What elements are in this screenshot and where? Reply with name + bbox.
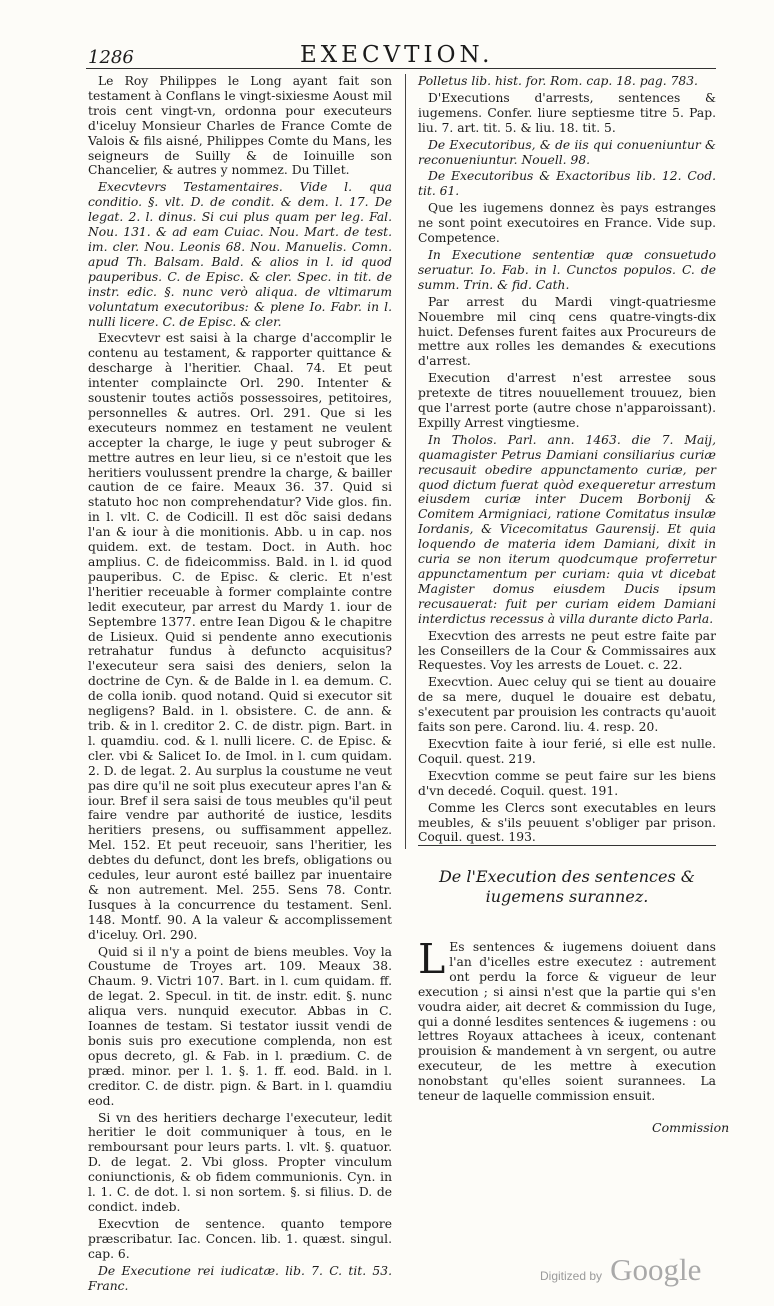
section-body-text: Es sentences & iugemens doiuent dans l'an d'icelles estre executez : autrement ont perdu la force & vigueur de leur execution ; si ainsi n'est que la partie qui s'en voudra aider, ait decret & commission du Iuge, qui a donné lesdites sentences & iugemens : ou lettres Royaux attachees à iceux, contenant prouision & mandement à vn sergent, ou autre executeur, de les mettre à execution nonobstant qu'elles soient surannees. La teneur de laquelle commission ensuit. <box>418 940 716 1104</box>
paragraph: De Executoribus, & de iis qui conueniuntur & reconueniuntur. Nouell. 98. <box>418 137 716 167</box>
page-number: 1286 <box>88 47 134 68</box>
running-title: EXECVTION. <box>300 42 494 68</box>
paragraph: Comme les Clercs sont executables en leurs meubles, & s'ils peuuent s'obliger par prison. Coquil. quest. 193. <box>418 800 716 845</box>
paragraph: In Tholos. Parl. ann. 1463. die 7. Maij, quamagister Petrus Damiani consiliarius curiæ recusauit obedire appunctamento curiæ, per quod dictum fuerat quòd exequeretur arrestum eiusdem curiæ inter Ducem Borbonij & Comitem Armigniaci, ratione Comitatus insulæ Iordanis, & Vicecomitatus Gaurensij. Et quia loquendo de materia idem Damiani, dixit in curia se non iterum quodcumque proferretur appunctamentum per curiam: quia vt dicebat Magister domus eiusdem Ducis ipsum recusauerat: fuit per curiam eidem Damiani interdictus recessus à villa durante dicto Parla. <box>418 432 716 626</box>
paragraph: In Executione sententiæ quæ consuetudo seruatur. Io. Fab. in l. Cunctos populos. C. de summ. Trin. & fid. Cath. <box>418 247 716 292</box>
paragraph: De Executione rei iudicatæ. lib. 7. C. tit. 53. Franc. <box>88 1263 392 1293</box>
paragraph: Que les iugemens donnez ès pays estranges ne sont point executoires en France. Vide sup. Competence. <box>418 201 716 246</box>
paragraph: Si vn des heritiers decharge l'executeur, ledit heritier le doit communiquer à tous, en le remboursant pour leurs parts. l. vlt. §. quatuor. D. de legat. 2. Vbi gloss. Propter vinculum coniunctionis, & ob fidem communionis. Cyn. in l. 1. C. de dot. l. si non sortem. §. si filius. D. de condict. indeb. <box>88 1110 392 1214</box>
section-body <box>418 935 716 1104</box>
catchword: Commission <box>652 1120 730 1135</box>
header-rule <box>86 68 716 69</box>
paragraph: Execution d'arrest n'est arrestee sous pretexte de titres nouuellement trouuez, bien que l'arrest porte (autre chose n'apparoissant). Expilly Arrest vingtiesme. <box>418 371 716 430</box>
paragraph: Le Roy Philippes le Long ayant fait son testament à Conflans le vingt-sixiesme Aoust mil trois cent vingt-vn, ordonna pour executeurs d'iceluy Monsieur Charles de France Comte de Valois & fils aisné, Philippes Comte du Mans, les seigneurs de Suilly & de Ioinuille son Chancelier, & autres y nommez. Du Tillet. <box>88 74 392 178</box>
google-logo: Google <box>610 1252 702 1287</box>
paragraph: Quid si il n'y a point de biens meubles. Voy la Coustume de Troyes art. 109. Meaux 38. Chaum. 9. Victri 107. Bart. in l. cum quidam. ff. de legat. 2. Specul. in tit. de instr. edit. §. nunc aliqua vers. nunquid executor. Abbas in C. Ioannes de testam. Si testator iussit vendi de bonis suis pro executione complenda, non est opus decreto, gl. & Fab. in l. prædium. C. de præd. minor. per l. 1. §. 1. ff. eod. Bald. in l. creditor. C. de distr. pign. & Bart. in l. quamdiu eod. <box>88 944 392 1108</box>
paragraph: Execvtion de sentence. quanto tempore præscribatur. Iac. Concen. lib. 1. quæst. singul. cap. 6. <box>88 1216 392 1261</box>
section-heading: De l'Execution des sentences & iugemens surannez. <box>438 867 696 906</box>
paragraph: Execvtion faite à iour ferié, si elle est nulle. Coquil. quest. 219. <box>418 736 716 766</box>
paragraph: Execvtevr est saisi à la charge d'accomplir le contenu au testament, & rapporter quittance & descharge à l'heritier. Chaal. 74. Et peut intenter complaincte Orl. 290. Intenter & soustenir toutes actiõs possessoires, petitoires, personnelles & autres. Orl. 291. Que si les executeurs nommez en testament ne veulent accepter la charge, le iuge y peut subroger & mettre autres en leur lieu, si ce n'estoit que les heritiers voulussent prendre la charge, & bailler caution de ce faire. Meaux 36. 37. Quid si statuto hoc non comprehendatur? Vide glos. fin. in l. vlt. C. de Codicill. Il est dõc saisi dedans l'an & iour à die monitionis. Abb. u in cap. nos quidem. ext. de testam. Doct. in Auth. hoc amplius. C. de fideicommiss. Bald. in l. id quod pauperibus. C. de Episc. & cleric. Et n'est l'heritier receuable à former complainte contre ledit executeur, par arrest du Mardy 1. iour de Septembre 1377. entre Iean Digou & le chapitre de Lisieux. Quid si pendente anno executionis retrahatur fundus à defuncto acquisitus? l'executeur sera saisi des deniers, selon la doctrine de Cyn. & de Balde in l. ea demum. C. de colla ionib. quod notand. Quid si executor sit negligens? Bald. in l. obsistere. C. de ann. & trib. & in l. creditor 2. C. de distr. pign. Bart. in l. quamdiu. cod. & l. nulli licere. C. de Episc. & cler. vbi & Salicet Io. de Imol. in l. cum quidam. 2. D. de legat. 2. Au surplus la coustume ne veut pas dire qu'il ne soit plus executeur apres l'an & iour. Bref il sera saisi de tous meubles qu'il peut faire vendre par authorité de iustice, lesdits heritiers presens, ou suffisamment appellez. Mel. 152. Et peut receuoir, sans l'heritier, les debtes du defunct, dont les brefs, obligations ou cedules, leur auront esté baillez par inuentaire & non autrement. Mel. 255. Sens 78. Contr. Iusques à la concurrence du testament. Senl. 148. Montf. 90. A la valeur & accomplissement d'iceluy. Orl. 290. <box>88 331 392 942</box>
paragraph: Execvtion. Auec celuy qui se tient au douaire de sa mere, duquel le douaire est debatu, s'executent par prouision les contracts qu'auoit faits son pere. Carond. liu. 4. resp. 20. <box>418 675 716 735</box>
right-column <box>418 74 716 847</box>
section-rule <box>418 845 716 846</box>
paragraph: De Executoribus & Exactoribus lib. 12. Cod. tit. 61. <box>418 169 716 199</box>
left-column <box>88 74 392 1295</box>
digitized-watermark <box>540 1252 701 1288</box>
paragraph: Execvtion des arrests ne peut estre faite par les Conseillers de la Cour & Commissaires aux Requestes. Voy les arrests de Louet. c. 22. <box>418 628 716 673</box>
column-divider <box>405 74 406 849</box>
digitized-by-label: Digitized by <box>540 1269 603 1283</box>
paragraph: Par arrest du Mardi vingt-quatriesme Nouembre mil cinq cens quatre-vingts-dix huict. Defenses furent faites aux Procureurs de mettre aux rolles les demandes & executions d'arrest. <box>418 294 716 369</box>
paragraph: Execvtevrs Testamentaires. Vide l. qua conditio. §. vlt. D. de condit. & dem. l. 17. De legat. 2. l. dinus. Si cui plus quam per leg. Fal. Nou. 131. & ad eam Cuiac. Nou. Mart. de test. im. cler. Nou. Leonis 68. Nou. Manuelis. Comn. apud Th. Balsam. Bald. & alios in l. id quod pauperibus. C. de Episc. & cler. Spec. in tit. de instr. edic. §. nunc verò aliqua. de vltimarum voluntatum executoribus: & plene Io. Fabr. in l. nulli licere. C. de Episc. & cler. <box>88 180 392 329</box>
paragraph: Execvtion comme se peut faire sur les biens d'vn decedé. Coquil. quest. 191. <box>418 768 716 798</box>
paragraph: Polletus lib. hist. for. Rom. cap. 18. pag. 783. <box>418 74 698 88</box>
paragraph: D'Executions d'arrests, sentences & iugemens. Confer. liure septiesme titre 5. Pap. liu. 7. art. tit. 5. & liu. 18. tit. 5. <box>418 90 716 135</box>
dropcap-letter: L <box>418 935 446 983</box>
